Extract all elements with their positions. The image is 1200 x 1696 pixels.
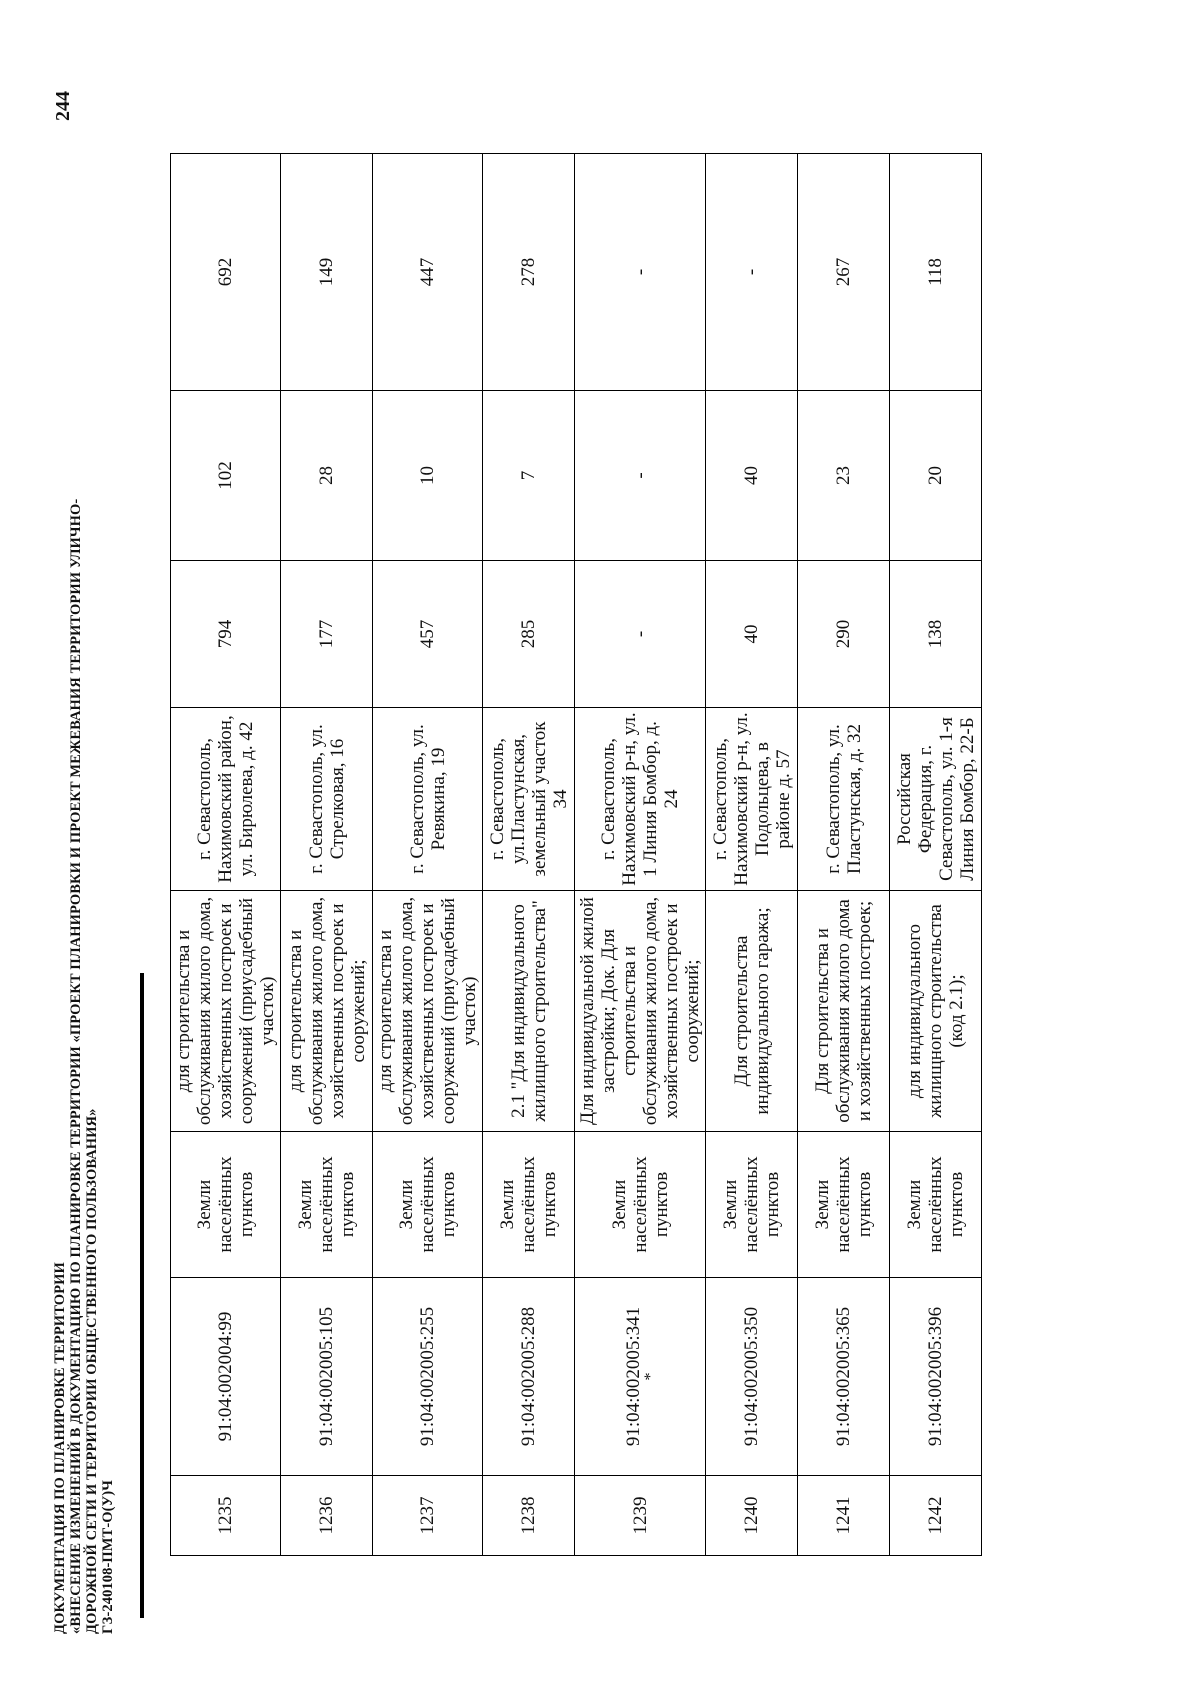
area-total-cell — [281, 561, 373, 708]
table-row — [483, 154, 575, 1556]
address-text: г. Севастополь, Нахимовский р-н, ул. Подольцева, в районе д. 57 — [709, 712, 794, 886]
row-number-text: 1241 — [833, 1496, 854, 1535]
area-remainder-text: - — [741, 268, 762, 276]
area-remainder-text: 267 — [833, 257, 854, 287]
area-total-text: 40 — [741, 624, 762, 644]
permitted-use-text: 2.1 "Для индивидуального жилищного строительства" — [507, 900, 550, 1122]
cadastral-number-cell — [890, 1278, 982, 1476]
area-total-cell — [483, 561, 575, 708]
row-number-text: 1239 — [629, 1496, 651, 1535]
cadastral-number-text: 91:04:002005:365 — [833, 1306, 854, 1447]
area-remainder-text: 118 — [925, 258, 946, 286]
land-category-cell — [281, 1132, 373, 1278]
cadastral-number-text: 91:04:002005:341 — [622, 1306, 644, 1447]
address-text: г. Севастополь, ул. Стрелковая, 16 — [305, 724, 348, 874]
area-part-cell — [890, 391, 982, 561]
address-cell — [798, 708, 890, 891]
address-cell — [373, 708, 483, 891]
address-text: г. Севастополь, Нахимовский р-н, ул. 1 Линия Бомбор, д. 24 — [598, 712, 682, 886]
area-part-text: 102 — [215, 461, 236, 490]
permitted-use-text: Для строительства и обслуживания жилого дома и хозяйственных построек; — [812, 899, 875, 1123]
header-rule — [140, 973, 144, 1618]
cadastral-number-text: 91:04:002005:105 — [316, 1306, 337, 1447]
land-category-text: Земли населённых пунктов — [812, 1156, 875, 1253]
row-number-cell — [706, 1476, 798, 1556]
land-category-cell — [798, 1132, 890, 1278]
header-line-2: «ВНЕСЕНИЕ ИЗМЕНЕНИЙ В ДОКУМЕНТАЦИЮ ПО ПЛАНИРОВКЕ ТЕРРИТОРИИ «ПРОЕКТ ПЛАНИРОВКИ И ПРОЕКТ МЕЖЕВАНИЯ ТЕРРИТОРИИ УЛИЧНО- — [68, 498, 84, 1634]
permitted-use-cell — [575, 891, 706, 1132]
area-remainder-text: - — [629, 268, 651, 276]
address-cell — [890, 708, 982, 891]
permitted-use-text: для строительства и обслуживания жилого дома, хозяйственных построек и сооружений (приусадебный участок) — [173, 896, 278, 1126]
table-row — [281, 154, 373, 1556]
address-text: г. Севастополь, ул. Ревякина, 19 — [406, 724, 449, 874]
table-row — [373, 154, 483, 1556]
area-total-cell — [706, 561, 798, 708]
permitted-use-cell — [373, 891, 483, 1132]
area-remainder-text: 278 — [518, 257, 539, 287]
land-category-cell — [890, 1132, 982, 1278]
table-row — [890, 154, 982, 1556]
area-part-text: 10 — [417, 466, 438, 485]
permitted-use-text: для строительства и обслуживания жилого дома, хозяйственных построек и сооружений; — [284, 896, 369, 1126]
land-category-cell — [706, 1132, 798, 1278]
address-cell — [706, 708, 798, 891]
cadastral-number-text: 91:04:002005:288 — [518, 1306, 539, 1447]
area-total-cell — [890, 561, 982, 708]
permitted-use-cell — [890, 891, 982, 1132]
area-part-text: - — [629, 472, 651, 479]
area-remainder-text: 447 — [417, 257, 438, 287]
area-remainder-cell — [373, 154, 483, 391]
cadastral-number-cell — [575, 1278, 706, 1476]
area-total-text: 138 — [925, 619, 946, 649]
area-total-text: 285 — [518, 619, 539, 649]
area-remainder-cell — [890, 154, 982, 391]
area-remainder-text: 149 — [316, 257, 337, 287]
permitted-use-cell — [706, 891, 798, 1132]
header-line-1: ДОКУМЕНТАЦИЯ ПО ПЛАНИРОВКЕ ТЕРРИТОРИИ — [52, 1262, 68, 1634]
area-total-text: 457 — [417, 619, 438, 649]
permitted-use-text: для строительства и обслуживания жилого дома, хозяйственных построек и сооружений (приусадебный участок) — [375, 896, 480, 1126]
row-number-text: 1242 — [925, 1496, 946, 1535]
area-remainder-cell — [575, 154, 706, 391]
row-number-cell — [281, 1476, 373, 1556]
row-number-text: 1238 — [518, 1496, 539, 1535]
table-row — [575, 154, 706, 1556]
area-remainder-text: 692 — [215, 257, 236, 287]
asterisk-mark: * — [641, 1372, 659, 1381]
cadastral-number-text: 91:04:002005:350 — [741, 1306, 762, 1447]
row-number-cell — [890, 1476, 982, 1556]
area-part-text: 23 — [833, 466, 854, 485]
cadastral-number-text: 91:04:002005:255 — [417, 1306, 438, 1447]
area-part-cell — [373, 391, 483, 561]
permitted-use-text: Для строительства индивидуального гаража; — [730, 907, 773, 1115]
row-number-text: 1240 — [741, 1496, 762, 1535]
address-cell — [483, 708, 575, 891]
area-part-cell — [281, 391, 373, 561]
area-total-cell — [575, 561, 706, 708]
header-line-4: ГЗ-240108-ПМТ-О(У)Ч — [100, 1480, 116, 1634]
permitted-use-cell — [281, 891, 373, 1132]
land-category-cell — [575, 1132, 706, 1278]
cadastral-number-cell — [483, 1278, 575, 1476]
area-part-cell — [706, 391, 798, 561]
row-number-cell — [798, 1476, 890, 1556]
address-text: г. Севастополь, Нахимовский район, ул. Бирюлева, д. 42 — [194, 715, 257, 883]
address-cell — [281, 708, 373, 891]
row-number-text: 1237 — [417, 1496, 438, 1535]
area-total-text: 290 — [833, 619, 854, 649]
land-category-text: Земли населённых пунктов — [904, 1156, 967, 1253]
table-row — [171, 154, 281, 1556]
land-plots-table — [170, 153, 982, 1556]
area-total-cell — [373, 561, 483, 708]
area-total-text: - — [629, 630, 651, 638]
address-text: Российская Федерация, г. Севастополь, ул. 1-я Линия Бомбор, 22-Б — [893, 717, 978, 881]
land-category-cell — [373, 1132, 483, 1278]
land-category-cell — [483, 1132, 575, 1278]
table-row — [798, 154, 890, 1556]
row-number-text: 1236 — [316, 1496, 337, 1535]
area-part-text: 28 — [316, 466, 337, 485]
area-remainder-cell — [706, 154, 798, 391]
cadastral-number-text: 91:04:002004:99 — [215, 1311, 236, 1442]
area-part-text: 7 — [518, 470, 539, 481]
row-number-cell — [373, 1476, 483, 1556]
row-number-cell — [483, 1476, 575, 1556]
area-remainder-cell — [798, 154, 890, 391]
address-cell — [575, 708, 706, 891]
cadastral-number-cell — [798, 1278, 890, 1476]
land-category-text: Земли населённых пунктов — [720, 1156, 783, 1253]
permitted-use-text: для индивидуального жилищного строительства (код 2.1); — [904, 904, 967, 1118]
permitted-use-cell — [483, 891, 575, 1132]
table-row — [706, 154, 798, 1556]
area-total-cell — [171, 561, 281, 708]
area-remainder-cell — [483, 154, 575, 391]
permitted-use-cell — [171, 891, 281, 1132]
land-category-text: Земли населённых пунктов — [194, 1156, 257, 1253]
row-number-text: 1235 — [215, 1496, 236, 1535]
cadastral-number-cell — [706, 1278, 798, 1476]
cadastral-number-text: 91:04:002005:396 — [925, 1306, 946, 1447]
area-part-cell — [171, 391, 281, 561]
area-part-cell — [575, 391, 706, 561]
area-total-cell — [798, 561, 890, 708]
area-total-text: 177 — [316, 619, 337, 649]
address-text: г. Севастополь, ул.Пластунская, земельный участок 34 — [486, 721, 571, 877]
area-part-text: 20 — [925, 466, 946, 485]
header-line-3: ДОРОЖНОЙ СЕТИ И ТЕРРИТОРИИ ОБЩЕСТВЕННОГО ПОЛЬЗОВАНИЯ» — [84, 1108, 100, 1634]
address-text: г. Севастополь, ул. Пластунская, д. 32 — [822, 724, 865, 875]
land-category-text: Земли населённых пунктов — [497, 1156, 560, 1253]
land-category-text: Земли населённых пунктов — [295, 1156, 358, 1253]
area-total-text: 794 — [215, 619, 236, 649]
permitted-use-cell — [798, 891, 890, 1132]
area-part-cell — [798, 391, 890, 561]
row-number-cell — [575, 1476, 706, 1556]
cadastral-number-cell — [281, 1278, 373, 1476]
area-remainder-cell — [281, 154, 373, 391]
permitted-use-text: Для индивидуальной жилой застройки; Док. Для строительства и обслуживания жилого дома, хозяйственных построек и сооружений; — [577, 896, 703, 1126]
land-category-cell — [171, 1132, 281, 1278]
area-part-text: 40 — [741, 466, 762, 485]
address-cell — [171, 708, 281, 891]
area-part-cell — [483, 391, 575, 561]
document-header — [52, 74, 116, 1634]
page-number: 244 — [52, 91, 74, 121]
land-category-text: Земли населённых пунктов — [608, 1156, 672, 1253]
row-number-cell — [171, 1476, 281, 1556]
area-remainder-cell — [171, 154, 281, 391]
land-category-text: Земли населённых пунктов — [396, 1156, 459, 1253]
cadastral-number-cell — [373, 1278, 483, 1476]
cadastral-number-cell — [171, 1278, 281, 1476]
